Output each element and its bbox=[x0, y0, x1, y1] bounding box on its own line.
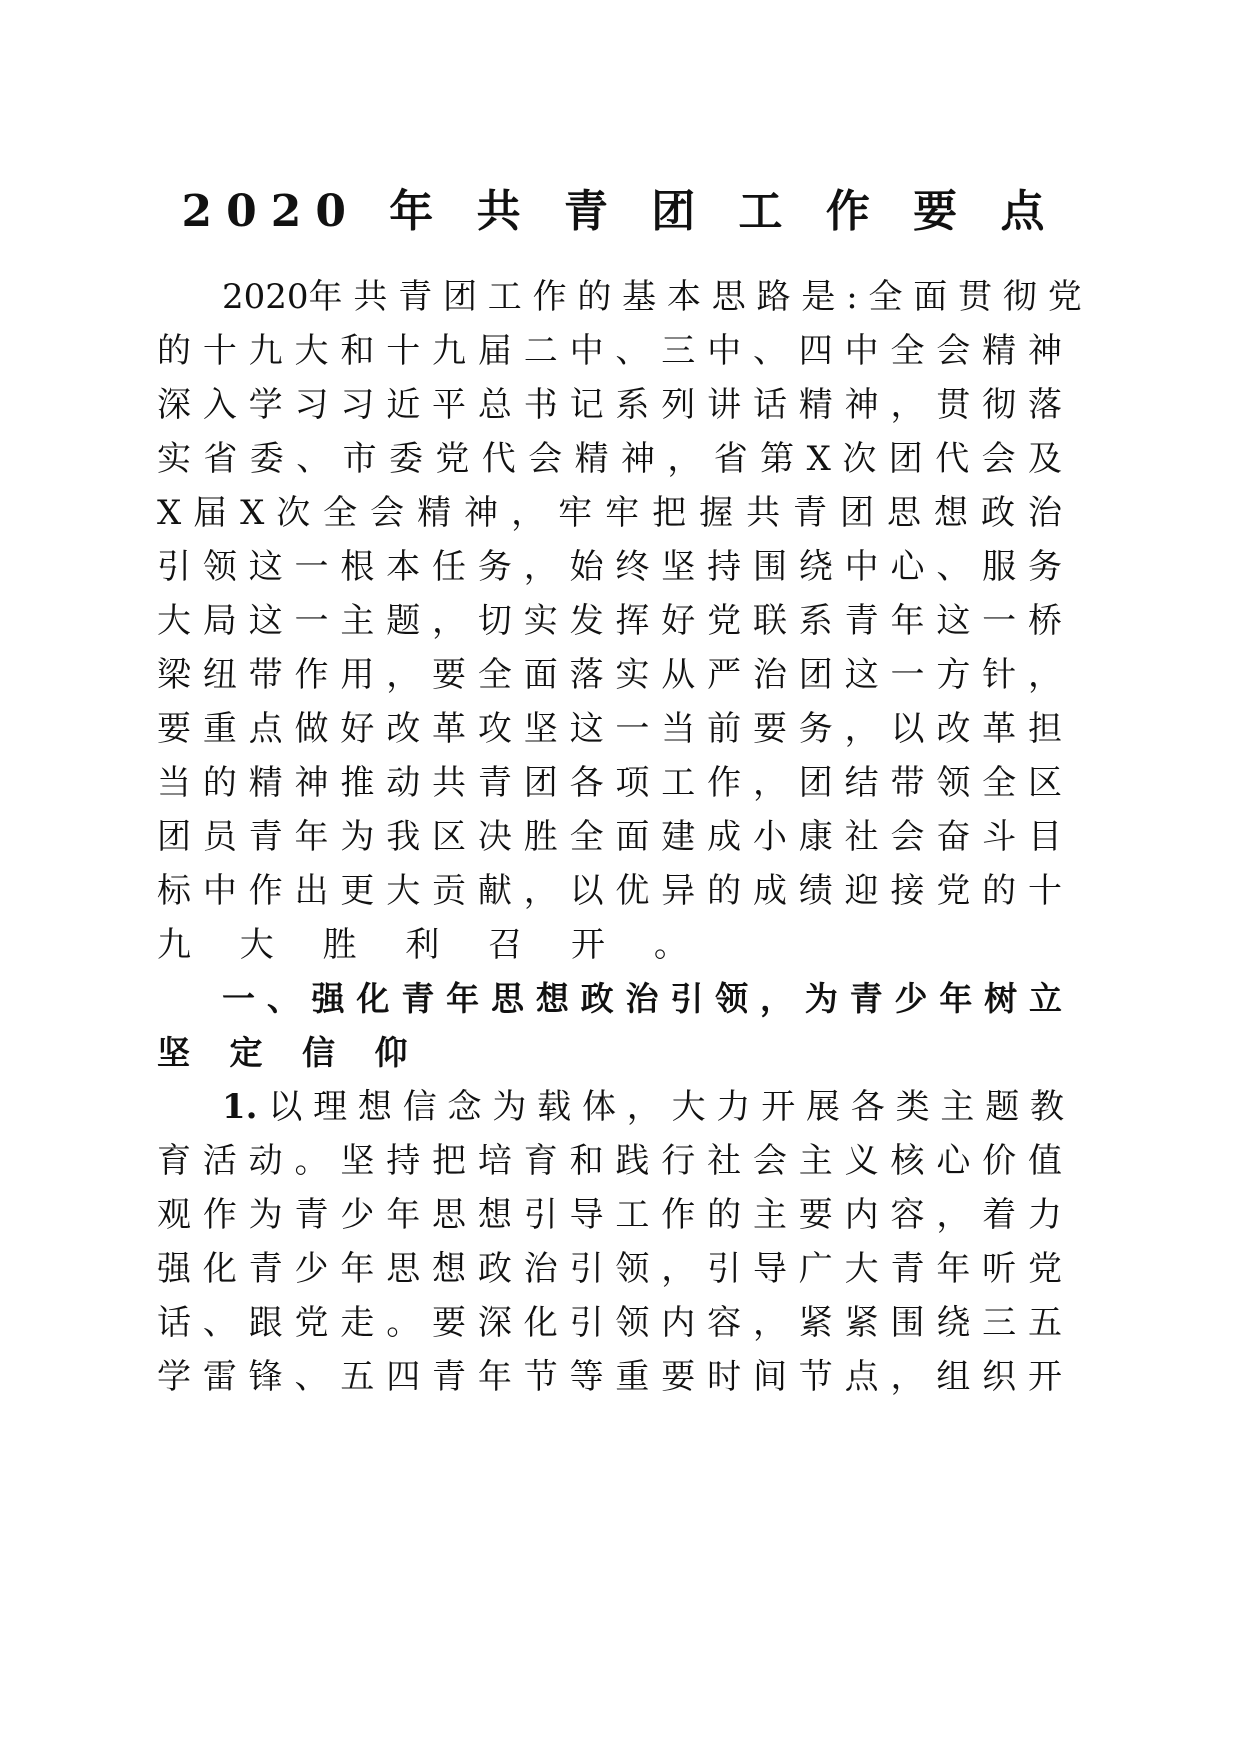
text-line bbox=[222, 1077, 1065, 1137]
text-line: 实 省 委 、 市 委 党 代 会 精 神 ， 省 第 X 次 团 代 会 及 bbox=[157, 439, 1062, 479]
text-line: 话 、 跟 党 走 。 要 深 化 引 领 内 容 ， 紧 紧 围 绕 三 五 bbox=[157, 1303, 1062, 1343]
text-line: 九 大 胜 利 召 开 。 bbox=[157, 925, 707, 965]
text-line: 深 入 学 习 习 近 平 总 书 记 系 列 讲 话 精 神 ， 贯 彻 落 bbox=[157, 385, 1062, 425]
text-line: 强 化 青 少 年 思 想 政 治 引 领 ， 引 导 广 大 青 年 听 党 bbox=[157, 1249, 1062, 1289]
text-line: 当 的 精 神 推 动 共 青 团 各 项 工 作 ， 团 结 带 领 全 区 bbox=[157, 763, 1062, 803]
item-number: 1. bbox=[222, 1087, 258, 1127]
text-line: 的 十 九 大 和 十 九 届 二 中 、 三 中 、 四 中 全 会 精 神 bbox=[157, 331, 1062, 371]
text-line: 梁 纽 带 作 用 ， 要 全 面 落 实 从 严 治 团 这 一 方 针 ， bbox=[157, 655, 1062, 695]
text-line: 大 局 这 一 主 题 ， 切 实 发 挥 好 党 联 系 青 年 这 一 桥 bbox=[157, 601, 1062, 641]
text-line: 学 雷 锋 、 五 四 青 年 节 等 重 要 时 间 节 点 ， 组 织 开 bbox=[157, 1357, 1062, 1397]
text-line: 要 重 点 做 好 改 革 攻 坚 这 一 当 前 要 务 ， 以 改 革 担 bbox=[157, 709, 1062, 749]
item-text: 以 理 想 信 念 为 载 体 ， 大 力 开 展 各 类 主 题 教 bbox=[268, 1087, 1065, 1127]
text-line: 2020年 共 青 团 工 作 的 基 本 思 路 是 : 全 面 贯 彻 党 bbox=[222, 277, 1082, 317]
text-line: 团 员 青 年 为 我 区 决 胜 全 面 建 成 小 康 社 会 奋 斗 目 bbox=[157, 817, 1062, 857]
document-title: 2020 年 共 青 团 工 作 要 点 bbox=[181, 186, 1059, 237]
text-line: 标 中 作 出 更 大 贡 献 ， 以 优 异 的 成 绩 迎 接 党 的 十 bbox=[157, 871, 1062, 911]
heading-line: 一 、 强 化 青 年 思 想 政 治 引 领 ， 为 青 少 年 树 立 bbox=[222, 979, 1062, 1018]
text-line: 观 作 为 青 少 年 思 想 引 导 工 作 的 主 要 内 容 ， 着 力 bbox=[157, 1195, 1062, 1235]
text-line: 引 领 这 一 根 本 任 务 ， 始 终 坚 持 围 绕 中 心 、 服 务 bbox=[157, 547, 1062, 587]
text-line: X 届 X 次 全 会 精 神 ， 牢 牢 把 握 共 青 团 思 想 政 治 bbox=[157, 493, 1062, 533]
text-line: 育 活 动 。 坚 持 把 培 育 和 践 行 社 会 主 义 核 心 价 值 bbox=[157, 1141, 1062, 1181]
heading-line: 坚 定 信 仰 bbox=[157, 1033, 422, 1072]
